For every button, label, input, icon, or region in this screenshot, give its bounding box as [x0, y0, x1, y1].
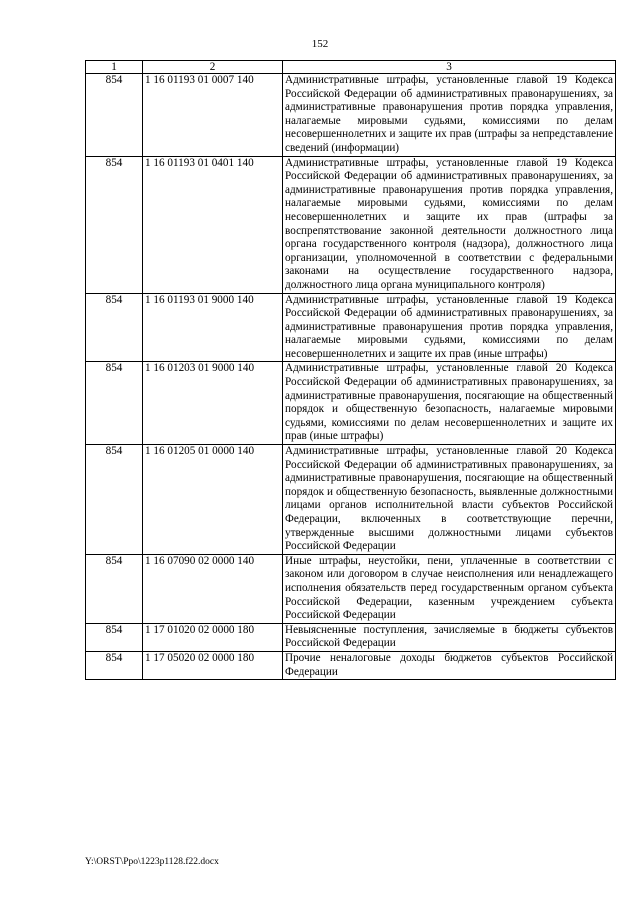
admin-code-cell: 854	[86, 445, 143, 555]
column-header-3: 3	[283, 61, 616, 74]
admin-code-cell: 854	[86, 293, 143, 362]
budget-code-cell: 1 16 07090 02 0000 140	[143, 554, 283, 623]
budget-code-cell: 1 17 01020 02 0000 180	[143, 623, 283, 651]
budget-codes-table	[85, 60, 616, 680]
description-cell: Административные штрафы, установленные главой 20 Кодекса Российской Федерации об административных правонарушениях, за административные правонарушения, посягающие на общественный порядок и общественную безопасность, выявленные должностными лицами органов исполнительной власти субъектов Российской Федерации, включенных в соответствующие перечни, утвержденные высшими должностными лицами субъектов Российской Федерации	[283, 445, 616, 555]
admin-code-cell: 854	[86, 651, 143, 679]
budget-code-cell: 1 16 01193 01 0007 140	[143, 74, 283, 157]
budget-code-cell: 1 16 01205 01 0000 140	[143, 445, 283, 555]
budget-code-cell: 1 16 01193 01 9000 140	[143, 293, 283, 362]
description-cell: Административные штрафы, установленные главой 19 Кодекса Российской Федерации об административных правонарушениях, за административные правонарушения против порядка управления, налагаемые мировыми судьями, комиссиями по делам несовершеннолетних и защите их прав (штрафы за воспрепятствование законной деятельности должностного лица органа государственного контроля (надзора), должностного лица организации, уполномоченной в соответствии с федеральными законами на осуществление государственного надзора, должностного лица органа муниципального контроля)	[283, 156, 616, 293]
column-header-1: 1	[86, 61, 143, 74]
table-row	[86, 445, 616, 555]
table-row	[86, 623, 616, 651]
table-row	[86, 156, 616, 293]
table-header-row	[86, 61, 616, 74]
description-cell: Административные штрафы, установленные главой 19 Кодекса Российской Федерации об административных правонарушениях, за административные правонарушения против порядка управления, налагаемые мировыми судьями, комиссиями по делам несовершеннолетних и защите их прав (штрафы за непредставление сведений (информации)	[283, 74, 616, 157]
budget-code-cell: 1 16 01203 01 9000 140	[143, 362, 283, 445]
admin-code-cell: 854	[86, 362, 143, 445]
budget-code-cell: 1 16 01193 01 0401 140	[143, 156, 283, 293]
admin-code-cell: 854	[86, 554, 143, 623]
table-row	[86, 74, 616, 157]
description-cell: Административные штрафы, установленные главой 20 Кодекса Российской Федерации об административных правонарушениях, за административные правонарушения, посягающие на общественный порядок и общественную безопасность, налагаемые мировыми судьями, комиссиями по делам несовершеннолетних и защите их прав (иные штрафы)	[283, 362, 616, 445]
page-number: 152	[311, 38, 329, 50]
description-cell: Иные штрафы, неустойки, пени, уплаченные в соответствии с законом или договором в случае неисполнения или ненадлежащего исполнения обязательств перед государственным органом субъекта Российской Федерации, казенным учреждением субъекта Российской Федерации	[283, 554, 616, 623]
table-row	[86, 362, 616, 445]
table-row	[86, 554, 616, 623]
description-cell: Невыясненные поступления, зачисляемые в бюджеты субъектов Российской Федерации	[283, 623, 616, 651]
admin-code-cell: 854	[86, 156, 143, 293]
table-row	[86, 651, 616, 679]
description-cell: Прочие неналоговые доходы бюджетов субъектов Российской Федерации	[283, 651, 616, 679]
admin-code-cell: 854	[86, 623, 143, 651]
column-header-2: 2	[143, 61, 283, 74]
table-row	[86, 293, 616, 362]
budget-code-cell: 1 17 05020 02 0000 180	[143, 651, 283, 679]
description-cell: Административные штрафы, установленные главой 19 Кодекса Российской Федерации об административных правонарушениях, за административные правонарушения против порядка управления, налагаемые мировыми судьями, комиссиями по делам несовершеннолетних и защите их прав (иные штрафы)	[283, 293, 616, 362]
file-path-footer: Y:\ORST\Ppo\1223p1128.f22.docx	[85, 857, 219, 867]
admin-code-cell: 854	[86, 74, 143, 157]
